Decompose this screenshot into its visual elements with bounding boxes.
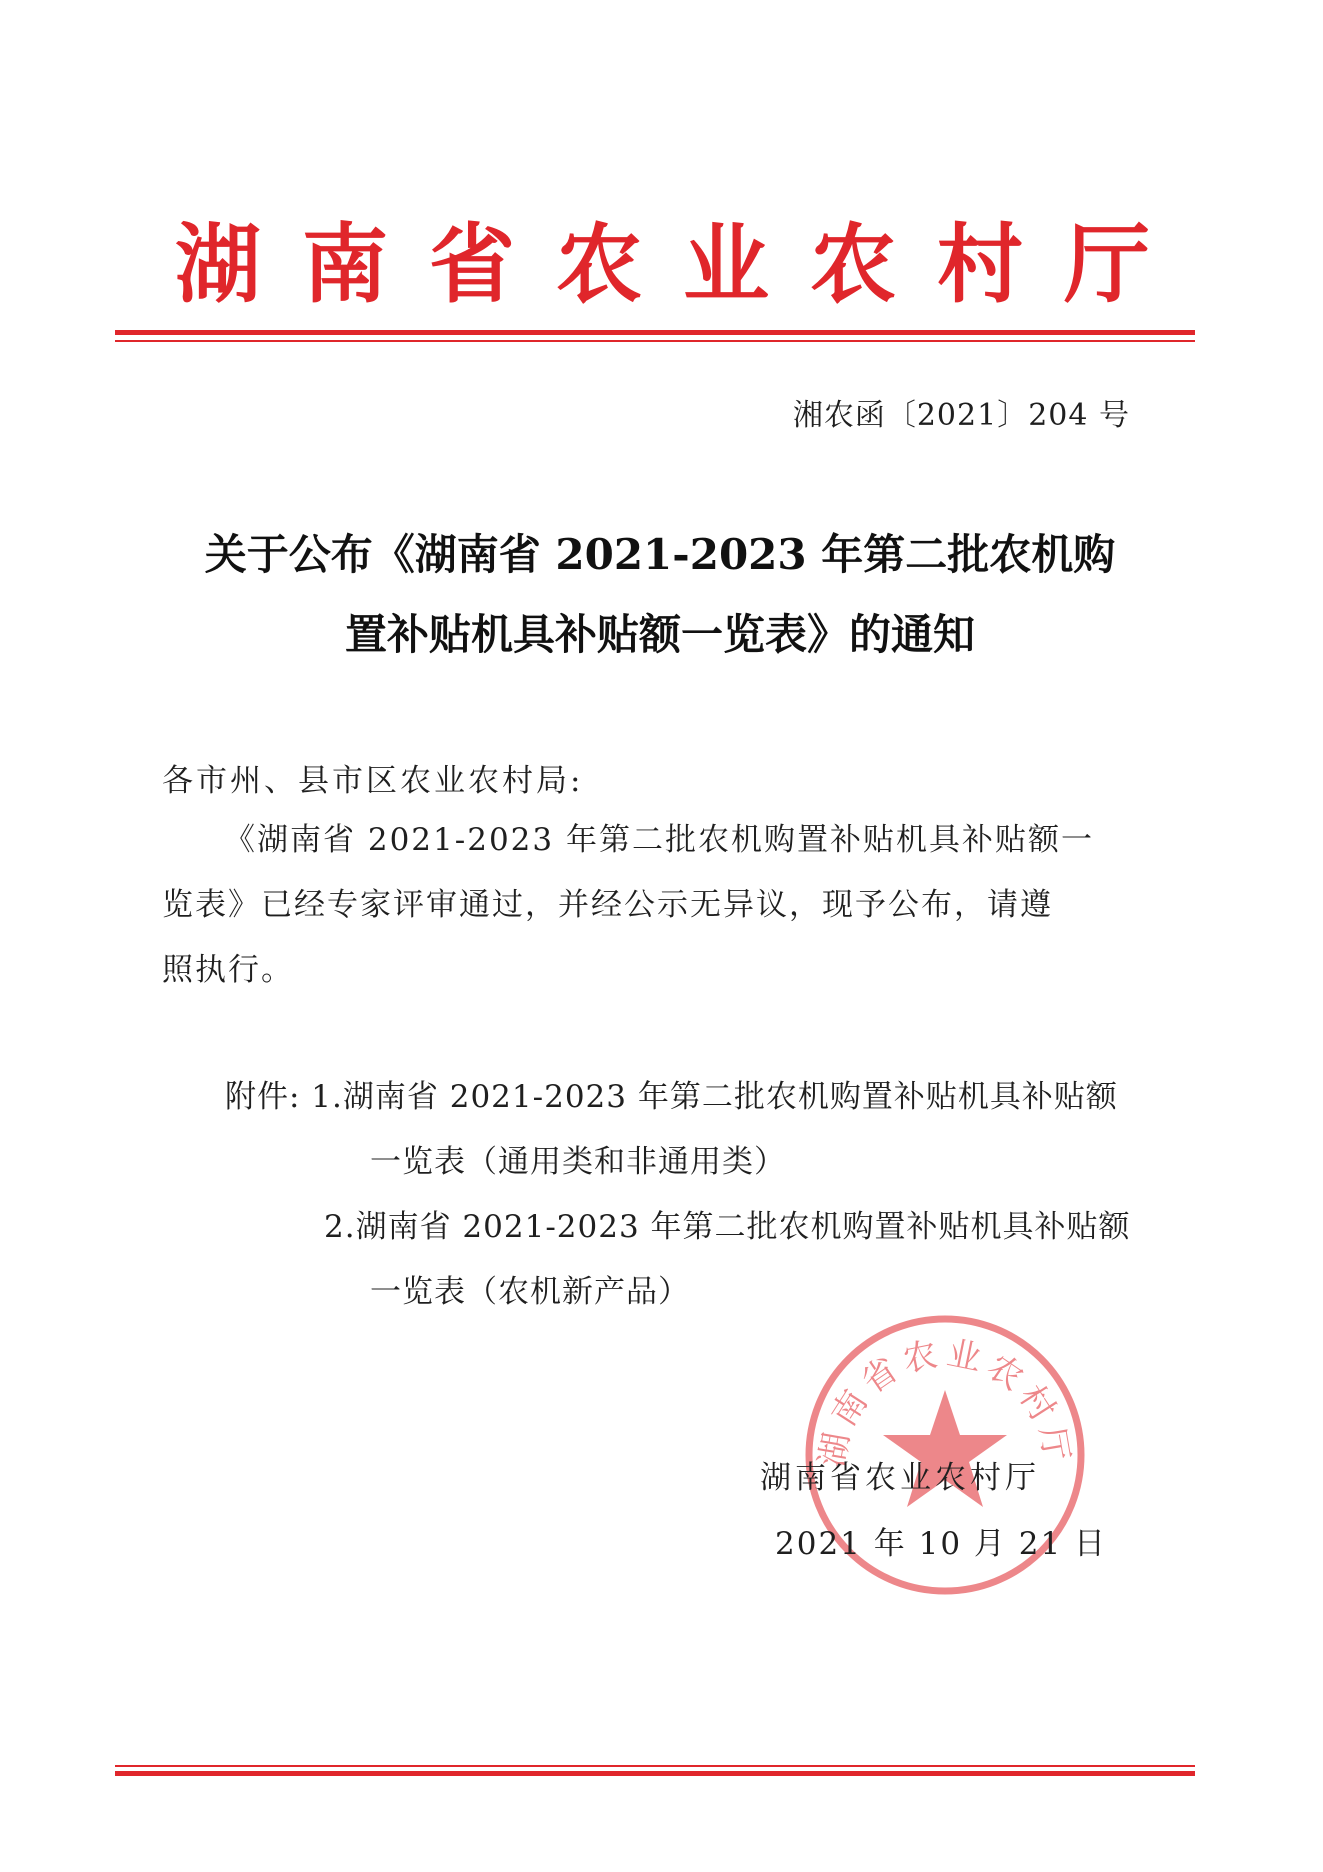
title-line: 置补贴机具补贴额一览表》的通知 xyxy=(344,610,975,659)
body-line: 览表》已经专家评审通过，并经公示无异议，现予公布，请遵 xyxy=(162,887,1053,923)
agency-char: 农 xyxy=(810,214,896,315)
attachment-line: 一览表（通用类和非通用类） xyxy=(370,1144,786,1180)
attachment-line: 2.湖南省 2021-2023 年第二批农机购置补贴机具补贴额 xyxy=(324,1209,1131,1245)
agency-char: 业 xyxy=(683,214,769,315)
header-rule-thin xyxy=(115,340,1195,342)
attachments-list xyxy=(225,1065,1155,1325)
signing-agency: 湖南省农业农村厅 xyxy=(760,1460,1040,1496)
attachment-line: 一览表（农机新产品） xyxy=(370,1274,690,1310)
document-title xyxy=(140,515,1180,675)
body-line: 《湖南省 2021-2023 年第二批农机购置补贴机具补贴额一 xyxy=(224,822,1094,858)
seal-text: 湖南省农业农村厅 xyxy=(812,1333,1078,1471)
agency-letterhead xyxy=(175,210,1150,320)
footer-rule-thin xyxy=(115,1765,1195,1767)
agency-char: 南 xyxy=(302,214,388,315)
footer-rule-thick xyxy=(115,1771,1195,1776)
agency-char: 村 xyxy=(937,214,1023,315)
header-rule-thick xyxy=(115,330,1195,335)
body-paragraph xyxy=(162,808,1147,1003)
agency-char: 湖 xyxy=(175,214,261,315)
body-line: 照执行。 xyxy=(162,952,294,988)
attachment-line: 附件: 1.湖南省 2021-2023 年第二批农机购置补贴机具补贴额 xyxy=(225,1079,1118,1115)
addressee: 各市州、县市区农业农村局: xyxy=(162,763,584,799)
agency-char: 农 xyxy=(556,214,642,315)
title-line: 关于公布《湖南省 2021-2023 年第二批农机购 xyxy=(204,530,1116,579)
agency-char: 省 xyxy=(429,214,515,315)
issue-date: 2021 年 10 月 21 日 xyxy=(775,1526,1108,1562)
agency-char: 厅 xyxy=(1064,214,1150,315)
document-number: 湘农函〔2021〕204 号 xyxy=(792,398,1130,433)
